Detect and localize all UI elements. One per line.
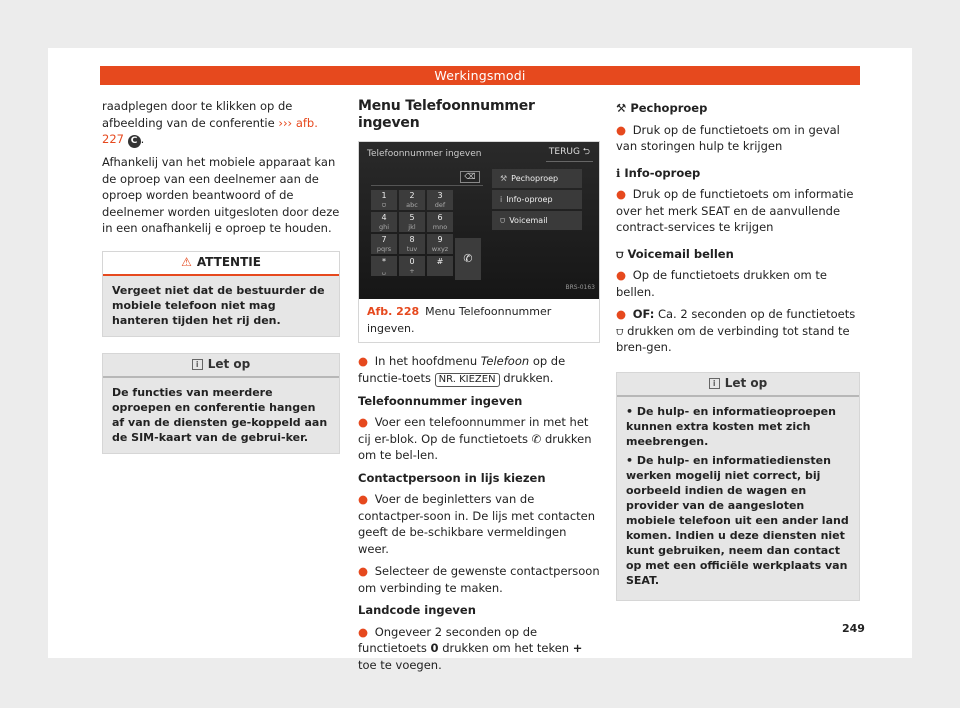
bullet-voicemail-press: ● Op de functietoets drukken om te bellen. xyxy=(616,268,827,299)
section-header: Werkingsmodi xyxy=(100,66,860,85)
warning-text: Vergeet niet dat de bestuurder de mobiele telefoon niet mag hanteren tijden het rij den. xyxy=(112,283,325,327)
bullet-icon: • xyxy=(626,453,637,467)
keypad-key[interactable]: * ␣ xyxy=(371,256,397,276)
info-icon: i xyxy=(616,165,621,180)
bullet-info: ● Druk op de functietoets om informatie over het merk SEAT en de aanvullende contract-services te krijgen xyxy=(616,187,854,234)
keypad-key[interactable]: 1 ⩌ xyxy=(371,190,397,210)
info-icon: i xyxy=(500,195,503,204)
bullet-icon: ● xyxy=(358,624,369,639)
bullet-country-code: ● Ongeveer 2 seconden op de functietoets 0 drukken om het teken + toe te voegen. xyxy=(358,624,583,672)
bullet-select-contact: ● Selecteer de gewenste contactpersoon om verbinding te maken. xyxy=(358,564,600,595)
section-heading: Menu Telefoonnummer ingeven xyxy=(358,98,535,131)
note-header: i Let op xyxy=(103,354,339,378)
note-box xyxy=(102,353,340,454)
column-3 xyxy=(616,98,860,601)
figure-228 xyxy=(358,141,600,343)
bullet-icon: ● xyxy=(616,307,627,321)
keypad-key[interactable]: 9 wxyz xyxy=(427,234,453,254)
figure-caption: Afb. 228 Menu Telefoonnummer ingeven. xyxy=(367,305,552,335)
screen-menu-item[interactable]: i Info-oproep xyxy=(492,190,582,209)
paragraph-conference: raadplegen door te klikken op de afbeelding van de conferentie ››› afb. 227 C . xyxy=(102,99,318,146)
warning-icon: ⚠ xyxy=(181,255,192,270)
info-icon: i xyxy=(709,378,720,389)
subheading-number: Telefoonnummer ingeven xyxy=(358,393,523,408)
circle-c-icon: C xyxy=(128,135,141,148)
bullet-icon: ● xyxy=(358,492,369,506)
bullet-icon: • xyxy=(626,404,637,418)
keypad-key[interactable]: # xyxy=(427,256,453,276)
bullet-icon: ● xyxy=(616,122,627,137)
subheading-country-code: Landcode ingeven xyxy=(358,603,476,617)
note-text: De functies van meerdere oproepen en conferentie hangen af van de diensten ge-koppeld aan de SIM-kaart van de gebrui-ker. xyxy=(112,385,328,444)
paragraph-device: Afhankelij van het mobiele apparaat kan de oproep van een deelnemer aan de oproep worden beantwoord of de deelnemer worden uitgesloten door deze in een onafhankelij e oproep te houden. xyxy=(102,155,340,235)
figure-link[interactable]: afb. 227 xyxy=(102,115,318,146)
note-item: • De hulp- en informatiediensten werken mogelij niet correct, bij oorbeeld indien de wagen en provider van de aangesloten mobiele telefoon uit een ander land komen. Indien u deze diensten niet kunt gebruiken, neem dan contact op met een officiële werkplaats van SEAT. xyxy=(626,453,849,587)
bullet-enter-number: ● Voer een telefoonnummer in met het cij er-blok. Op de functietoets ✆ drukken om te bel-len. xyxy=(358,415,592,462)
voicemail-icon: ⩌ xyxy=(500,216,506,225)
warning-box xyxy=(102,251,340,337)
keypad-key[interactable]: 5 jkl xyxy=(399,212,425,232)
bullet-icon: ● xyxy=(358,354,369,368)
screen-title: Telefoonnummer ingeven xyxy=(367,149,482,159)
note-text xyxy=(617,397,859,600)
note-box-2 xyxy=(616,372,860,601)
bullet-icon: ● xyxy=(616,268,627,282)
info-icon: i xyxy=(192,359,203,370)
note-header: i Let op xyxy=(617,373,859,397)
screen-menu-item[interactable]: ⩌ Voicemail xyxy=(492,211,582,230)
column-1 xyxy=(102,98,340,454)
bullet-main-menu: ● In het hoofdmenu Telefoon op de functie-toets NR. KIEZEN drukken. xyxy=(358,354,566,385)
keypad xyxy=(371,190,453,276)
voicemail-icon: ⩌ xyxy=(616,246,624,261)
bullet-icon: ● xyxy=(358,564,369,578)
backspace-icon[interactable]: ⌫ xyxy=(460,171,480,183)
wrench-icon: ⚒ xyxy=(500,174,508,183)
bullet-breakdown: ● Druk op de functietoets om in geval van storingen hulp te krijgen xyxy=(616,122,840,153)
bullet-contact-letters: ● Voer de beginletters van de contactper-soon in. De lijs met contacten geeft de be-schikbare vermeldingen weer. xyxy=(358,492,596,556)
keypad-key[interactable]: 3 def xyxy=(427,190,453,210)
subheading-contact: Contactpersoon in lijs kiezen xyxy=(358,470,546,485)
figure-code: BRS-0163 xyxy=(565,283,595,291)
screen-menu xyxy=(492,169,582,232)
nr-kiezen-key: NR. KIEZEN xyxy=(435,373,500,387)
screen-menu-item[interactable]: ⚒ Pechoproep xyxy=(492,169,582,188)
page-number: 249 xyxy=(842,622,865,635)
bullet-icon: ● xyxy=(616,187,627,201)
wrench-icon: ⚒ xyxy=(616,101,627,115)
bullet-voicemail-hold: ● OF: Ca. 2 seconden op de functietoets ⩌ drukken om de verbinding tot stand te bren-gen. xyxy=(616,307,856,354)
infotainment-screen xyxy=(359,142,599,299)
column-2 xyxy=(358,98,600,679)
keypad-key[interactable]: 7 pqrs xyxy=(371,234,397,254)
note-item: • De hulp- en informatieoproepen kunnen extra kosten met zich meebrengen. xyxy=(626,404,836,448)
warning-header: ⚠ ATTENTIE xyxy=(103,252,339,276)
voicemail-icon: ⩌ xyxy=(616,323,624,338)
bullet-icon: ● xyxy=(358,415,369,429)
keypad-key[interactable]: 0 + xyxy=(399,256,425,276)
keypad-key[interactable]: 8 tuv xyxy=(399,234,425,254)
keypad-key[interactable]: 2 abc xyxy=(399,190,425,210)
subheading-voicemail: ⩌ Voicemail bellen xyxy=(616,246,734,261)
keypad-key[interactable]: 6 mno xyxy=(427,212,453,232)
cross-ref-arrow: ››› xyxy=(278,115,293,130)
back-button[interactable]: TERUG ⮌ xyxy=(546,144,593,162)
subheading-info: i Info-oproep xyxy=(616,165,701,180)
phone-icon[interactable]: ✆ xyxy=(455,238,481,280)
keypad-key[interactable]: 4 ghi xyxy=(371,212,397,232)
number-input[interactable] xyxy=(371,168,483,186)
subheading-breakdown: ⚒ Pechoproep xyxy=(616,101,708,115)
phone-icon: ✆ xyxy=(531,431,542,446)
